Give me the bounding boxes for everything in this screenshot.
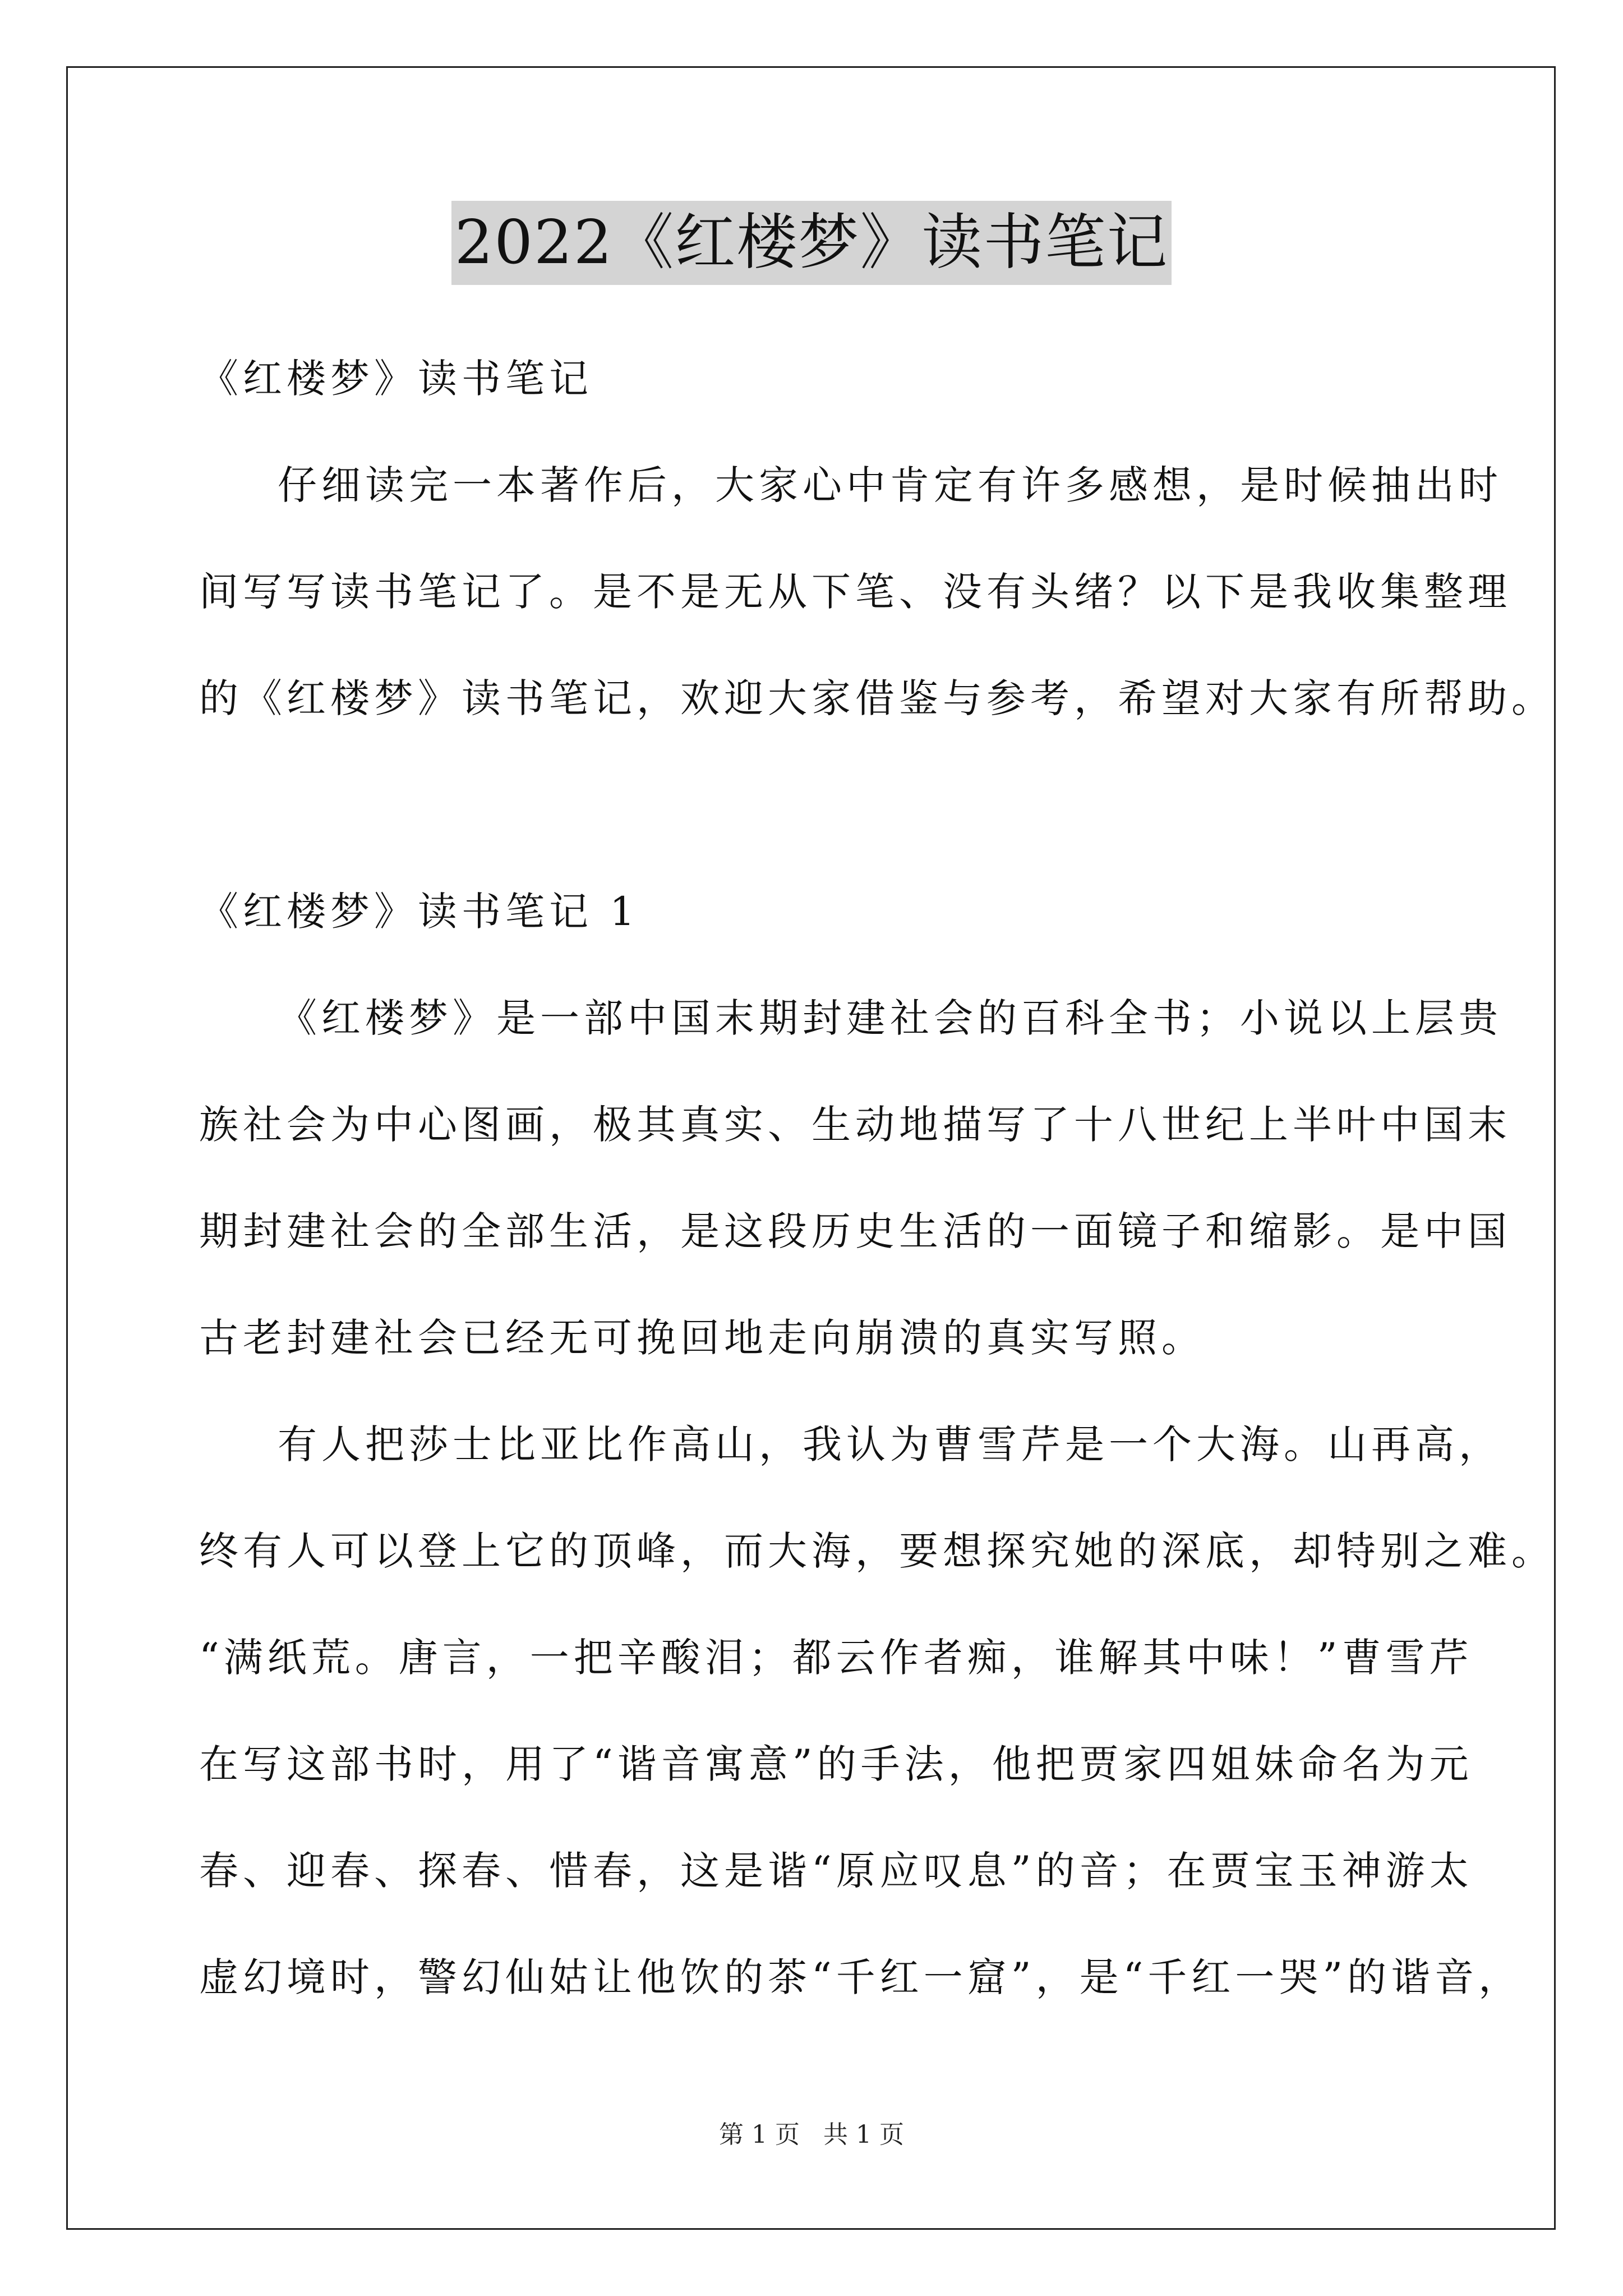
paragraph-line: 有人把莎士比亚比作高山，我认为曹雪芹是一个大海。山再高， (278, 1421, 1502, 1467)
title-block (0, 201, 1623, 285)
document-title: 2022《红楼梦》读书笔记 (451, 201, 1172, 285)
intro-line: 间写写读书笔记了。是不是无从下笔、没有头绪？以下是我收集整理 (199, 569, 1511, 615)
paragraph-line: 春、迎春、探春、惜春，这是谐“原应叹息”的音；在贾宝玉神游太 (199, 1848, 1473, 1894)
paragraph-line: 终有人可以登上它的顶峰，而大海，要想探究她的深底，却特别之难。 (199, 1528, 1555, 1574)
section-heading: 《红楼梦》读书笔记 1 (199, 889, 639, 935)
intro-line: 的《红楼梦》读书笔记，欢迎大家借鉴与参考，希望对大家有所帮助。 (199, 675, 1555, 721)
paragraph-line: 《红楼梦》是一部中国末期封建社会的百科全书；小说以上层贵 (278, 995, 1502, 1041)
page-footer (0, 2118, 1623, 2152)
paragraph-line: 在写这部书时，用了“谐音寓意”的手法，他把贾家四姐妹命名为元 (199, 1741, 1473, 1787)
paragraph-line: 古老封建社会已经无可挽回地走向崩溃的真实写照。 (199, 1315, 1205, 1361)
paragraph-line: “满纸荒。唐言，一把辛酸泪；都云作者痴，谁解其中味！”曹雪芹 (199, 1635, 1473, 1681)
paragraph-line: 期封建社会的全部生活，是这段历史生活的一面镜子和缩影。是中国 (199, 1208, 1511, 1254)
intro-heading: 《红楼梦》读书笔记 (199, 356, 593, 402)
page-number: 第 1 页 (719, 2120, 800, 2149)
intro-line: 仔细读完一本著作后，大家心中肯定有许多感想，是时候抽出时 (278, 462, 1502, 508)
paragraph-line: 族社会为中心图画，极其真实、生动地描写了十八世纪上半叶中国末 (199, 1102, 1511, 1148)
paragraph-line: 虚幻境时，警幻仙姑让他饮的茶“千红一窟”，是“千红一哭”的谐音， (199, 1954, 1523, 2000)
page-total: 共 1 页 (823, 2120, 904, 2149)
